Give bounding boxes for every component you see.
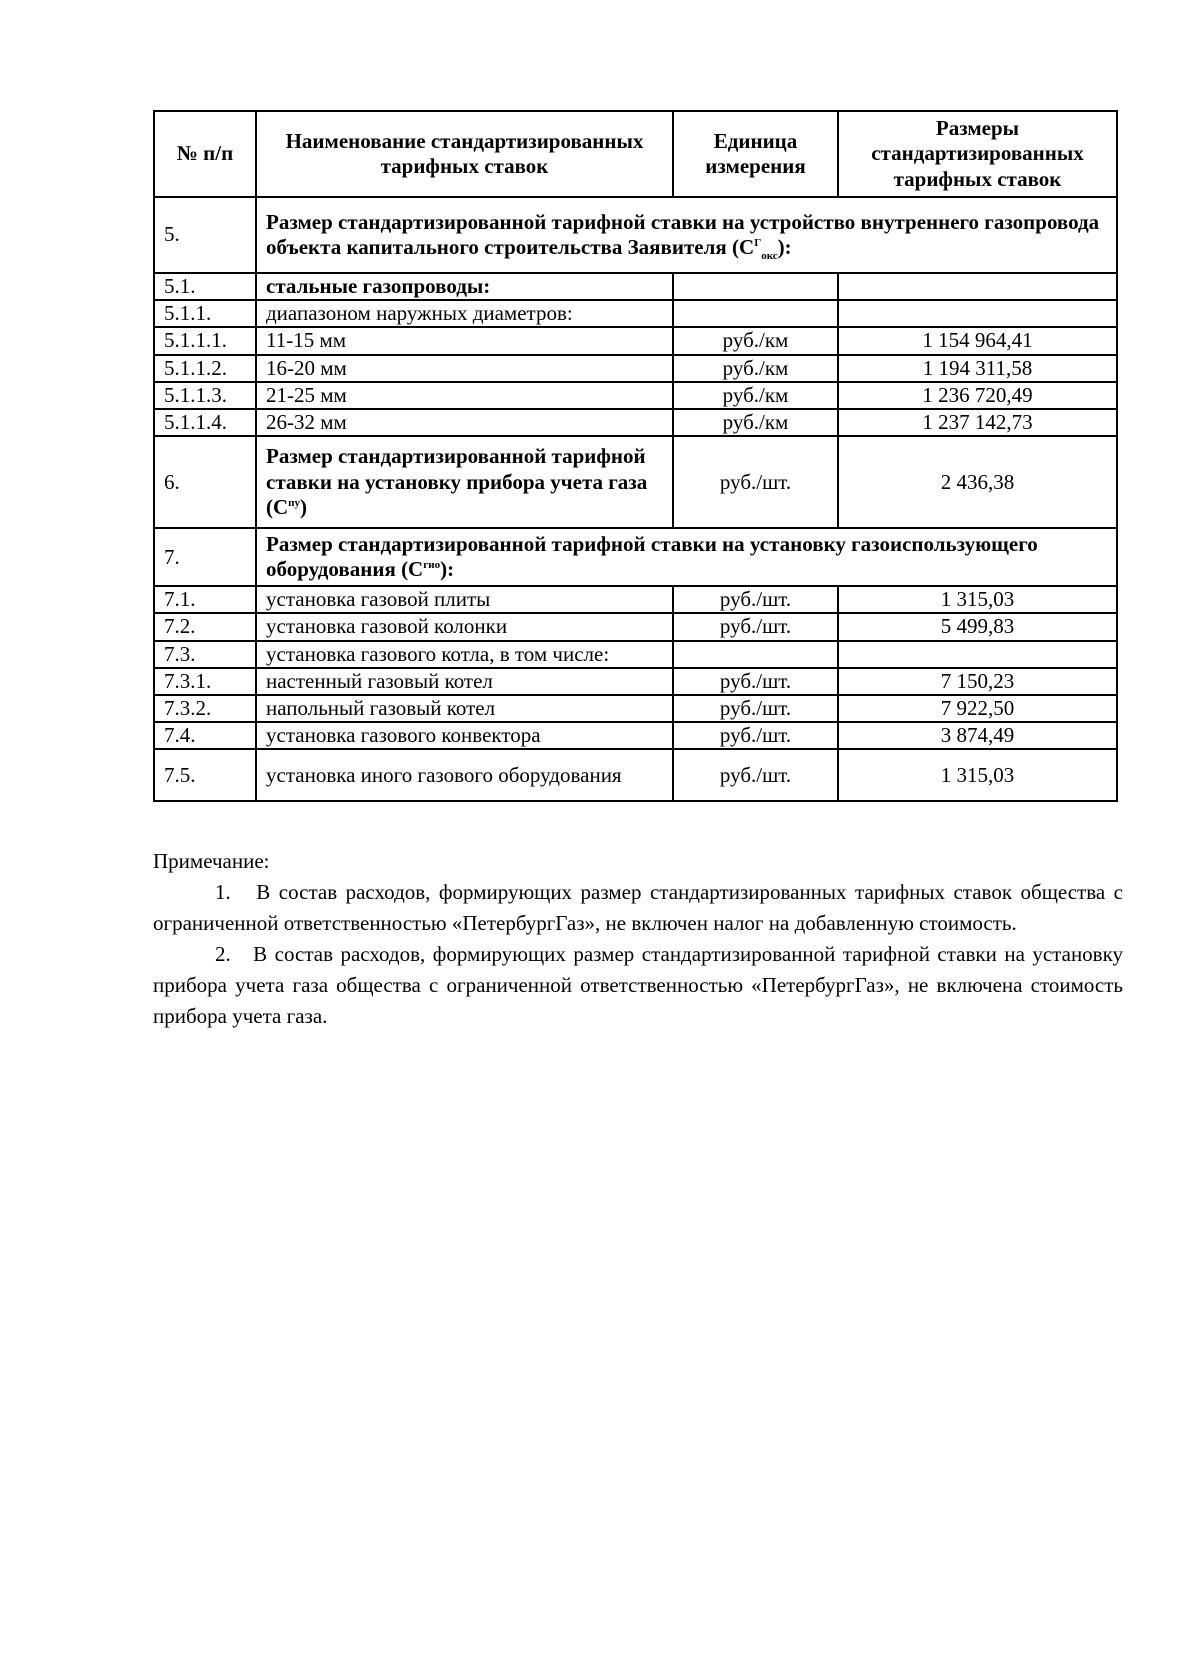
row-num: 7.5. xyxy=(154,749,256,801)
row-value: 3 874,49 xyxy=(838,722,1117,749)
row-unit: руб./км xyxy=(673,355,838,382)
row-value: 1 154 964,41 xyxy=(838,327,1117,354)
row-unit: руб./шт. xyxy=(673,613,838,640)
row-unit: руб./шт. xyxy=(673,668,838,695)
row-name: 16-20 мм xyxy=(256,355,673,382)
row-name: стальные газопроводы: xyxy=(256,273,673,300)
row-value: 7 150,23 xyxy=(838,668,1117,695)
row-name: установка газовой плиты xyxy=(256,586,673,613)
table-row xyxy=(154,695,1117,722)
row-unit xyxy=(673,641,838,668)
tariff-symbol-sup: Г xyxy=(754,237,762,249)
row-num: 7.1. xyxy=(154,586,256,613)
row-unit: руб./шт. xyxy=(673,749,838,801)
table-row xyxy=(154,668,1117,695)
row-num: 7.2. xyxy=(154,613,256,640)
table-row xyxy=(154,382,1117,409)
section-title xyxy=(256,197,1117,273)
tariff-symbol-end: ) xyxy=(300,494,308,519)
row-name: установка иного газового оборудования xyxy=(256,749,673,801)
row-unit: руб./шт. xyxy=(673,436,838,528)
notes-block xyxy=(153,846,1123,1032)
tariff-symbol: (C xyxy=(732,235,755,259)
row-name: диапазоном наружных диаметров: xyxy=(256,300,673,327)
row-num: 7.4. xyxy=(154,722,256,749)
row-name: установка газового конвектора xyxy=(256,722,673,749)
row-num: 6. xyxy=(154,436,256,528)
tariff-symbol-end: ): xyxy=(777,235,792,259)
row-value: 1 194 311,58 xyxy=(838,355,1117,382)
section-title xyxy=(256,436,673,528)
table-header-row xyxy=(154,111,1117,197)
row-num: 7. xyxy=(154,528,256,586)
table-row xyxy=(154,641,1117,668)
row-num: 7.3.1. xyxy=(154,668,256,695)
row-num: 5.1. xyxy=(154,273,256,300)
header-name: Наименование стандартизированных тарифных ставок xyxy=(256,111,673,197)
row-value xyxy=(838,300,1117,327)
section-title-text: Размер стандартизированной тарифной ставки на установку прибора учета газа xyxy=(266,444,648,494)
row-name: 11-15 мм xyxy=(256,327,673,354)
row-value: 5 499,83 xyxy=(838,613,1117,640)
table-row xyxy=(154,722,1117,749)
note-text: В состав расходов, формирующих размер стандартизированной тарифной ставки на установку прибора учета газа общества с ограниченной ответственностью «ПетербургГаз», не включена стоимость прибора учета газа. xyxy=(153,942,1123,1028)
row-value xyxy=(838,641,1117,668)
row-num: 5.1.1. xyxy=(154,300,256,327)
header-size: Размеры стандартизированных тарифных ставок xyxy=(838,111,1117,197)
header-num: № п/п xyxy=(154,111,256,197)
row-value: 2 436,38 xyxy=(838,436,1117,528)
row-value: 7 922,50 xyxy=(838,695,1117,722)
table-row xyxy=(154,749,1117,801)
section-row-5 xyxy=(154,197,1117,273)
table-row xyxy=(154,355,1117,382)
row-num: 5. xyxy=(154,197,256,273)
table-row xyxy=(154,327,1117,354)
tariff-symbol-sup: пу xyxy=(288,496,301,509)
note-number: 1. xyxy=(215,880,231,904)
table-row xyxy=(154,613,1117,640)
row-num: 5.1.1.4. xyxy=(154,409,256,436)
row-name: настенный газовый котел xyxy=(256,668,673,695)
row-unit: руб./шт. xyxy=(673,722,838,749)
section-title-text: Размер стандартизированной тарифной ставки на установку газоиспользующего оборудования xyxy=(266,531,1038,582)
row-num: 7.3.2. xyxy=(154,695,256,722)
row-num: 5.1.1.1. xyxy=(154,327,256,354)
tariff-symbol: (С xyxy=(401,557,424,582)
tariff-symbol: (С xyxy=(266,494,289,519)
note-2 xyxy=(153,939,1123,1032)
note-text: В состав расходов, формирующих размер стандартизированных тарифных ставок общества с ограниченной ответственностью «ПетербургГаз», не включен налог на добавленную стоимость. xyxy=(153,880,1124,935)
row-name: установка газовой колонки xyxy=(256,613,673,640)
table-row xyxy=(154,300,1117,327)
row-unit xyxy=(673,273,838,300)
row-value: 1 236 720,49 xyxy=(838,382,1117,409)
tariff-table xyxy=(153,110,1118,802)
row-num: 7.3. xyxy=(154,641,256,668)
section-row-7 xyxy=(154,528,1117,586)
row-unit: руб./шт. xyxy=(673,586,838,613)
row-unit: руб./км xyxy=(673,327,838,354)
row-value: 1 237 142,73 xyxy=(838,409,1117,436)
table-row xyxy=(154,586,1117,613)
section-title xyxy=(256,528,1117,586)
tariff-symbol-end: ): xyxy=(440,557,455,582)
table-row xyxy=(154,409,1117,436)
row-name: установка газового котла, в том числе: xyxy=(256,641,673,668)
row-name: 21-25 мм xyxy=(256,382,673,409)
row-unit: руб./шт. xyxy=(673,695,838,722)
row-unit: руб./км xyxy=(673,409,838,436)
row-value: 1 315,03 xyxy=(838,749,1117,801)
table-row xyxy=(154,273,1117,300)
section-title-text: Размер стандартизированной тарифной ставки на устройство внутреннего газопровода объекта капитального строительства Заявителя xyxy=(266,209,1100,259)
row-num: 5.1.1.2. xyxy=(154,355,256,382)
row-value xyxy=(838,273,1117,300)
row-name: напольный газовый котел xyxy=(256,695,673,722)
row-name: 26-32 мм xyxy=(256,409,673,436)
tariff-symbol-sup: гио xyxy=(423,559,441,572)
tariff-symbol-sub: окс xyxy=(761,250,778,263)
row-num: 5.1.1.3. xyxy=(154,382,256,409)
note-number: 2. xyxy=(215,942,231,966)
header-unit: Единица измерения xyxy=(673,111,838,197)
row-value: 1 315,03 xyxy=(838,586,1117,613)
row-unit xyxy=(673,300,838,327)
row-unit: руб./км xyxy=(673,382,838,409)
section-row-6 xyxy=(154,436,1117,528)
note-1 xyxy=(153,877,1123,939)
notes-heading: Примечание: xyxy=(153,849,270,873)
